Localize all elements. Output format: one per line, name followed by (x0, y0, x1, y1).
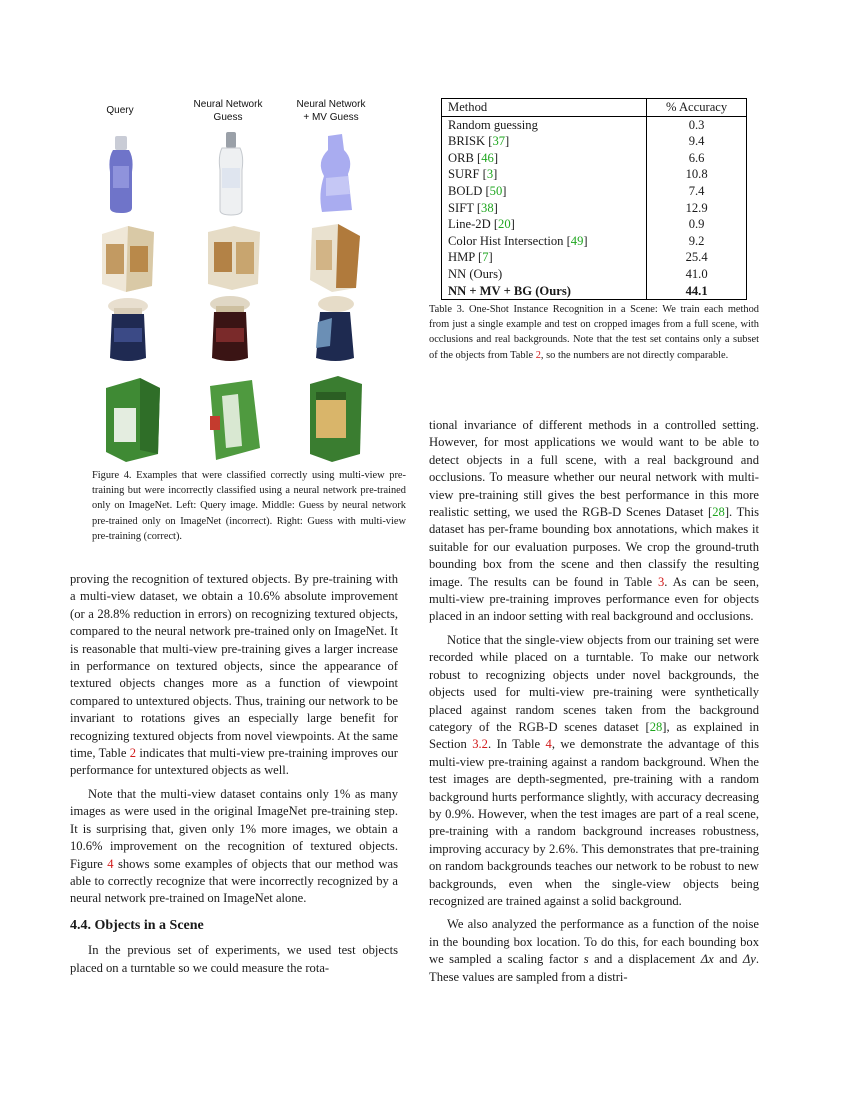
method-cell (442, 266, 647, 283)
text: and a displacement (588, 952, 701, 967)
accuracy-cell: 9.2 (647, 233, 747, 250)
paragraph (70, 786, 398, 908)
table-ref-link[interactable]: 3 (657, 574, 665, 589)
method-name: Line-2D (448, 217, 491, 232)
table-row (442, 133, 747, 150)
citation-link[interactable]: 7 (482, 250, 489, 265)
col-header-nn-mv-guess: Neural Network + MV Guess (296, 99, 366, 123)
paragraph (429, 417, 759, 626)
accuracy-cell: 0.3 (647, 116, 747, 133)
accuracy-cell: 10.8 (647, 166, 747, 183)
caption-text: Table 3. One-Shot Instance Recognition in a Scene: We train each method from just a single example and test on cropped images from a full scene, with occlusions and real backgrounds. Note that the test set contains only a subset of the objects from Table (429, 304, 759, 361)
results-table (441, 98, 747, 300)
section-ref-link[interactable]: 3.2 (472, 737, 488, 752)
green-box-mv-guess-image (304, 374, 366, 462)
method-cell: BRISK [37] (442, 133, 647, 150)
citation-link[interactable]: 38 (481, 200, 494, 215)
text: . These values are sampled from a distri- (429, 952, 760, 984)
citation-link[interactable]: 28 (649, 719, 663, 734)
method-name: ORB (448, 150, 474, 165)
table-row (442, 200, 747, 217)
citation-link[interactable]: 49 (570, 233, 584, 248)
method-cell: Line-2D [20] (442, 216, 647, 233)
paragraph (429, 632, 759, 911)
table-row (442, 249, 747, 266)
method-name: SIFT (448, 200, 474, 215)
figure-4 (92, 98, 402, 468)
method-name: Random guessing (448, 117, 538, 132)
citation-link[interactable]: 46 (481, 150, 494, 165)
table-row (442, 216, 747, 233)
accuracy-cell: 12.9 (647, 200, 747, 217)
jam-jar-query-image (106, 298, 150, 364)
paragraph: In the previous set of experiments, we used test objects placed on a turntable so we could measure the rota- (70, 943, 398, 975)
method-name: BOLD (448, 183, 483, 198)
section-heading: 4.4. Objects in a Scene (70, 917, 204, 933)
table-ref-link[interactable]: 2 (129, 746, 137, 761)
method-name: BRISK (448, 134, 486, 149)
text: Notice that the single-view objects from our training set were recorded while placed on a turntable. To make our network robust to recognizing objects under novel backgrounds, the objects used for multi-view pre-training were synthetically placed against random scenes taken from the background category of the RGB-D scenes dataset [ (429, 632, 759, 734)
table-row (442, 183, 747, 200)
paragraph (70, 571, 398, 780)
table-row (442, 233, 747, 250)
method-cell (442, 283, 647, 300)
accuracy-cell: 7.4 (647, 183, 747, 200)
accuracy-cell: 44.1 (647, 283, 747, 300)
table-row (442, 116, 747, 133)
table-header-accuracy: % Accuracy (647, 99, 747, 117)
jam-jar-guess-image (208, 296, 252, 364)
text: . In Table (487, 737, 546, 752)
method-name: Color Hist Intersection (448, 233, 564, 248)
accuracy-cell: 9.4 (647, 133, 747, 150)
right-column (429, 417, 759, 986)
math-s: s (583, 952, 589, 967)
white-bottle-guess-image (214, 132, 248, 216)
method-name: SURF (448, 167, 480, 182)
accuracy-cell: 41.0 (647, 266, 747, 283)
table-3-caption (429, 302, 759, 363)
method-name: HMP (448, 250, 475, 265)
table-ref-link[interactable]: 2 (535, 349, 541, 361)
table-row (442, 150, 747, 167)
citation-link[interactable]: 28 (712, 505, 725, 520)
green-can-guess-image (202, 376, 264, 462)
blue-bottle-query-image (104, 136, 138, 214)
citation-link[interactable]: 3 (486, 167, 494, 182)
method-cell: HMP [7] (442, 249, 647, 266)
text: shows some examples of objects that our method was able to correctly recognize that were incorrectly recognized by a neural network pre-trained on ImageNet alone. (70, 856, 398, 906)
jam-jar-mv-guess-image (310, 296, 358, 364)
math-dy: Δy (742, 952, 756, 967)
text: and (713, 952, 743, 967)
blue-bottle-guess-image (314, 134, 358, 214)
figure-ref-link[interactable]: 4 (107, 856, 114, 871)
method-cell: SIFT [38] (442, 200, 647, 217)
text: , we demonstrate the advantage of this multi-view pre-training against a random background. When the test images are depth-segmented, pre-training with a random background hurts performance slightly, with accuracy decreasing by 0.9%. However, when the test images are part of a real scene, pre-training with a random background increases robustness, improving accuracy by 2.6%. This demonstrates that pre-training on random backgrounds teaches our network to be robust to new backgrounds, even when the single-view objects being recognized are trained against a solid background. (429, 737, 759, 908)
col-header-query: Query (106, 105, 134, 116)
citation-link[interactable]: 37 (492, 134, 506, 149)
text: We also analyzed the performance as a function of the noise in the bounding box location. To do this, for each bounding box we sampled a scaling factor (429, 917, 759, 967)
cereal-box-mv-guess-image (306, 222, 364, 292)
accuracy-cell: 6.6 (647, 150, 747, 167)
figure-4-caption: Figure 4. Examples that were classified correctly using multi-view pre-training but were incorrectly classified using a neural network pre-trained only on ImageNet. Left: Query image. Middle: Guess by neural network pre-trained only on ImageNet (incorrect). Right: Guess with multi-view pre-training (correct). (92, 470, 406, 542)
method-cell: ORB [46] (442, 150, 647, 167)
table-header-row (442, 99, 747, 117)
caption-text: , so the numbers are not directly comparable. (540, 349, 729, 361)
method-name: NN + MV + BG (Ours) (448, 283, 571, 298)
method-cell: SURF [3] (442, 166, 647, 183)
table-header-method: Method (442, 99, 647, 117)
text: indicates that multi-view pre-training improves our performance for untextured objects as well. (70, 746, 399, 778)
left-column (70, 571, 398, 977)
text: ], as explained in Section (429, 719, 759, 752)
text: tional invariance of different methods in a controlled setting. However, for most applications we would want to be able to detect objects in a full scene, with a real background and occlusions. To measure whether our neural network with multi-view pre-training still gives the best performance in this more realistic setting, we used the RGB-D Scenes Dataset [ (429, 418, 759, 520)
table-row-best (442, 283, 747, 300)
text: ]. This dataset has per-frame bounding box annotations, which makes it suitable for our evaluation purposes. We crop the ground-truth bounding box from the scene and then classify the resulting image. The results can be found in Table (429, 505, 760, 589)
green-box-query-image (102, 374, 164, 462)
table-row (442, 166, 747, 183)
paragraph (429, 916, 759, 986)
method-cell: BOLD [50] (442, 183, 647, 200)
citation-link[interactable]: 50 (489, 183, 503, 198)
math-dx: Δx (700, 952, 714, 967)
table-row (442, 266, 747, 283)
accuracy-cell: 25.4 (647, 249, 747, 266)
method-cell (442, 116, 647, 133)
col-header-nn-guess: Neural Network Guess (193, 99, 263, 123)
cereal-box-query-image (98, 222, 156, 292)
citation-link[interactable]: 20 (498, 217, 511, 232)
text: . As can be seen, multi-view pre-training improves performance even for objects placed in an indoor setting with real background and occlusions. (429, 574, 759, 624)
table-ref-link[interactable]: 4 (545, 737, 552, 752)
method-cell: Color Hist Intersection [49] (442, 233, 647, 250)
text: Note that the multi-view dataset contains only 1% as many images as were used in the original ImageNet pre-training step. It is surprising that, given only 1% more images, we obtain a 10.6% improvement on the recognition of textured objects. Figure (70, 786, 398, 871)
cereal-box-guess-image (204, 222, 262, 292)
method-name: NN (Ours) (448, 266, 503, 281)
text: proving the recognition of textured objects. By pre-training with a multi-view dataset, we obtain a 10.6% absolute improvement (or a 28.8% reduction in errors) on recognizing textured objects, compared to the neural network pre-trained only on ImageNet. It is reasonable that multi-view pre-training gives a larger increase in performance on textured objects, since the appearance of textured objects changes more as a function of viewpoint compared to untextured objects. Thus, training our network to be invariant to rotations gives an especially large benefit for recognizing textured objects from novel viewpoints. At the same time, Table (70, 572, 398, 761)
accuracy-cell: 0.9 (647, 216, 747, 233)
